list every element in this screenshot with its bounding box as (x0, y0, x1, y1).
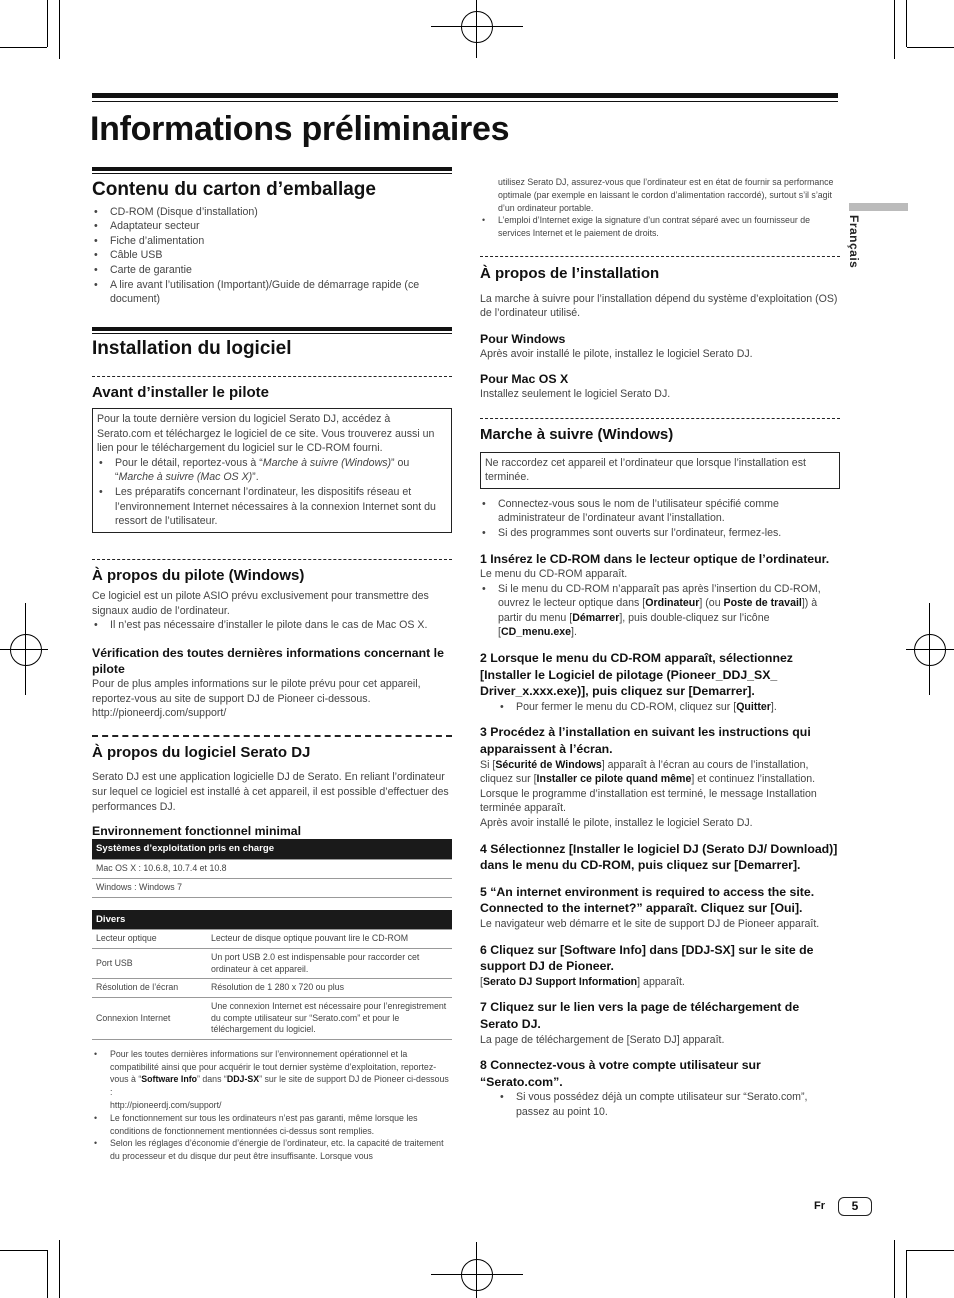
step-4-title: 4 Sélectionnez [Installer le logiciel DJ (Serato DJ/ Download)] dans le menu du CD-ROM, puis cliquez sur [Demarrer]. (480, 841, 838, 873)
list-item: • L’emploi d’Internet exige la signature d’un contrat séparé avec un fournisseur de services Internet et le paiement de droits. (498, 214, 840, 240)
paragraph: Pour de plus amples informations sur le pilote prévu pour cet appareil, reportez-vous au site de support DJ de Pioneer ci-dessous. (92, 678, 421, 705)
paragraph: Si [Sécurité de Windows] apparaît à l’écran au cours de l’installation, cliquez sur [Installer ce pilote quand même] et continuez l’installation. (480, 758, 816, 786)
os-table (92, 839, 452, 898)
subsection-title-serato: À propos du logiciel Serato DJ (92, 743, 311, 761)
left-column (92, 167, 452, 1163)
paragraph: Installez seulement le logiciel Serato DJ. (480, 388, 671, 401)
registration-mark (461, 11, 493, 43)
page-number: 5 (838, 1197, 872, 1216)
list-item: • Le fonctionnement sur tous les ordinateurs n’est pas garanti, même lorsque les conditions de fonctionnement mentionnées ci-dessus sont remplies. (110, 1112, 452, 1138)
notes-list (92, 1048, 452, 1163)
list-item: • Les préparatifs concernant l’ordinateur, les dispositifs réseau et l’environnement Internet nécessaires à la connexion Internet sont du ressort de l’utilisateur. (115, 485, 447, 529)
step-5-title: 5 “An internet environment is required to access the site. Connected to the internet?” apparaît. Cliquez sur [Oui]. (480, 884, 815, 916)
page-title: Informations préliminaires (90, 110, 510, 148)
continued-list (480, 214, 840, 240)
registration-line (0, 649, 48, 650)
page-language: Fr (814, 1200, 825, 1212)
crop-mark (0, 47, 47, 48)
registration-line (476, 1242, 477, 1298)
list-item: • Si le menu du CD-ROM n’apparaît pas après l’insertion du CD-ROM, ouvrez le lecteur optique dans [Ordinateur] (ou Poste de travail]) à partir du menu [Démarrer], puis double-cliquez sur l’icône [CD_menu.exe]. (498, 582, 840, 640)
language-tab (849, 203, 908, 211)
continued-text: utilisez Serato DJ, assurez-vous que l’ordinateur est en état de fournir sa performance optimale (par exemple en laissant le cordon d’alimentation raccordé), surtout s’il s’agit d’un ordinateur portable. (498, 177, 834, 213)
paragraph: Lorsque le programme d’installation est terminé, le message Installation terminée apparaît. (480, 787, 817, 815)
right-column (480, 176, 840, 1120)
dashed-rule (480, 256, 840, 257)
registration-line (25, 603, 26, 695)
step-2-list (480, 700, 840, 715)
registration-line (431, 26, 523, 27)
list-item: • Pour les toutes dernières informations sur l’environnement opérationnel et la compatibilité ainsi que pour acquérir le tout dernier système d’exploitation, reportez-vous à “Software Info” dans “DDJ-SX” sur le site de support DJ de Pioneer ci-dessous : http://pioneerdj.com/support/ (110, 1048, 452, 1112)
list-item: • Si vous possédez déjà un compte utilisateur sur “Serato.com”, passez au point 10. (516, 1090, 840, 1119)
crop-mark (59, 1240, 60, 1298)
language-label: Français (847, 215, 861, 269)
table-row: Port USB Un port USB 2.0 est indispensable pour raccorder cet ordinateur à cet appareil. (92, 949, 452, 979)
registration-mark (461, 1259, 493, 1291)
section-rule (92, 167, 452, 171)
paragraph: Ce logiciel est un pilote ASIO prévu exclusivement pour transmettre des signaux audio de l’ordinateur. (92, 590, 429, 617)
step-3-title: 3 Procédez à l’installation en suivant les instructions qui apparaissent à l’écran. (480, 725, 811, 757)
step-1-list (480, 582, 840, 640)
crop-mark (894, 1240, 895, 1298)
list-item: • Adaptateur secteur (110, 219, 452, 234)
step-7-title: 7 Cliquez sur le lien vers la page de téléchargement de Serato DJ. (480, 1000, 800, 1031)
list-item: • Câble USB (110, 248, 452, 263)
step-1-title: 1 Insérez le CD-ROM dans le lecteur optique de l’ordinateur. (480, 551, 830, 566)
crop-mark (59, 0, 60, 59)
warning-box: Ne raccordez cet appareil et l’ordinateur que lorsque l’installation est terminée. (480, 452, 840, 489)
win-title: Pour Windows (480, 331, 566, 346)
paragraph: Le menu du CD-ROM apparaît. (480, 568, 628, 581)
crop-mark (894, 0, 895, 59)
list-item: • Pour fermer le menu du CD-ROM, cliquez sur [Quitter]. (516, 700, 840, 715)
title-rule (92, 93, 838, 98)
section-rule (92, 173, 452, 174)
env-title: Environnement fonctionnel minimal (92, 824, 302, 839)
step-8-title: 8 Connectez-vous à votre compte utilisateur sur “Serato.com”. (480, 1058, 761, 1089)
subsection-title-pilote: À propos du pilote (Windows) (92, 566, 305, 584)
step-8-list (480, 1090, 840, 1119)
list-item: • Il n’est pas nécessaire d’installer le pilote dans le cas de Mac OS X. (110, 618, 452, 633)
registration-mark (914, 634, 946, 666)
registration-line (929, 603, 930, 695)
dashed-rule (480, 418, 840, 419)
paragraph: Pour la toute dernière version du logiciel Serato DJ, accédez à Serato.com et téléchargez le logiciel de ce site. Vous trouverez aussi un lien pour le téléchargement du logiciel sur le CD-ROM fourni. (97, 412, 435, 455)
list-item: • Pour le détail, reportez-vous à “Marche à suivre (Windows)” ou “Marche à suivre (Mac OS X)”. (115, 456, 447, 485)
paragraph: La page de téléchargement de [Serato DJ] apparaît. (480, 1033, 725, 1046)
list-item: • Connectez-vous sous le nom de l’utilisateur spécifié comme administrateur de l’ordinateur avant l’installation. (498, 497, 840, 526)
crop-mark (47, 1250, 48, 1298)
dashed-rule (92, 376, 452, 377)
subsubsection-title-verif: Vérification des toutes dernières informations concernant le pilote (92, 646, 444, 677)
dashed-rule (92, 735, 452, 737)
registration-mark (10, 634, 42, 666)
info-list (97, 456, 447, 529)
list-item: • Carte de garantie (110, 263, 452, 278)
paragraph: La marche à suivre pour l’installation dépend du système d’exploitation (OS) de l’ordinateur utilisé. (480, 292, 838, 320)
list-item: • Fiche d’alimentation (110, 234, 452, 249)
contents-list (92, 205, 452, 307)
divers-table (92, 910, 452, 1040)
section-title-contents: Contenu du carton d’emballage (92, 179, 376, 200)
registration-line (476, 0, 477, 58)
subsection-title-install: À propos de l’installation (480, 264, 660, 282)
paragraph: Après avoir installé le pilote, installez le logiciel Serato DJ. (480, 347, 753, 360)
table-row: Lecteur optique Lecteur de disque optique pouvant lire le CD-ROM (92, 930, 452, 949)
table-row: Windows : Windows 7 (92, 878, 452, 897)
crop-mark (906, 1250, 907, 1298)
section-rule (92, 327, 452, 331)
table-header: Divers (92, 910, 452, 930)
paragraph: Le navigateur web démarre et le site de support DJ de Pioneer apparaît. (480, 917, 820, 930)
paragraph: Après avoir installé le pilote, installez le logiciel Serato DJ. (480, 817, 753, 830)
step-2-title: 2 Lorsque le menu du CD-ROM apparaît, sélectionnez [Installer le Logiciel de pilotage (Pioneer_DDJ_SX_ Driver_x.xxx.exe)], puis cliquez sur [Demarrer]. (480, 651, 793, 699)
dashed-rule (92, 559, 452, 560)
info-box (92, 408, 452, 533)
pilote-list (92, 618, 452, 633)
marche-list (480, 497, 840, 541)
registration-line (431, 1274, 523, 1275)
crop-mark (906, 0, 907, 47)
list-item: • A lire avant l’utilisation (Important)/Guide de démarrage rapide (ce document) (110, 278, 452, 307)
mac-title: Pour Mac OS X (480, 372, 569, 387)
list-item: • CD-ROM (Disque d’installation) (110, 205, 452, 220)
paragraph: Serato DJ est une application logicielle DJ de Serato. En reliant l’ordinateur sur lequel ce logiciel est installé à cet appareil, il est possible d’effectuer des performances DJ. (92, 771, 449, 813)
paragraph: [Serato DJ Support Information] apparaît. (480, 975, 685, 988)
list-item: • Si des programmes sont ouverts sur l’ordinateur, fermez-les. (498, 526, 840, 541)
table-row: Mac OS X : 10.6.8, 10.7.4 et 10.8 (92, 859, 452, 878)
table-row: Connexion Internet Une connexion Internet est nécessaire pour l’enregistrement du compte utilisateur sur “Serato.com” et pour le téléchargement du logiciel. (92, 998, 452, 1040)
table-row: Résolution de l’écran Résolution de 1 280 x 720 ou plus (92, 979, 452, 998)
subsection-title-avant: Avant d’installer le pilote (92, 384, 269, 402)
crop-mark (0, 1250, 47, 1251)
support-url[interactable]: http://pioneerdj.com/support/ (92, 707, 227, 720)
crop-mark (907, 1250, 954, 1251)
crop-mark (47, 0, 48, 47)
crop-mark (907, 47, 954, 48)
title-rule (92, 101, 838, 102)
list-item: • Selon les réglages d’économie d’énergie de l’ordinateur, etc. la capacité de traitement du processeur et du disque dur peut être insuffisante. Lorsque vous (110, 1137, 452, 1163)
registration-line (906, 649, 954, 650)
section-title-install: Installation du logiciel (92, 337, 292, 359)
subsection-title-marche: Marche à suivre (Windows) (480, 425, 674, 443)
section-rule (92, 333, 452, 334)
table-header: Systèmes d’exploitation pris en charge (92, 839, 452, 859)
step-6-title: 6 Cliquez sur [Software Info] dans [DDJ-SX] sur le site de support DJ de Pioneer. (480, 942, 814, 974)
